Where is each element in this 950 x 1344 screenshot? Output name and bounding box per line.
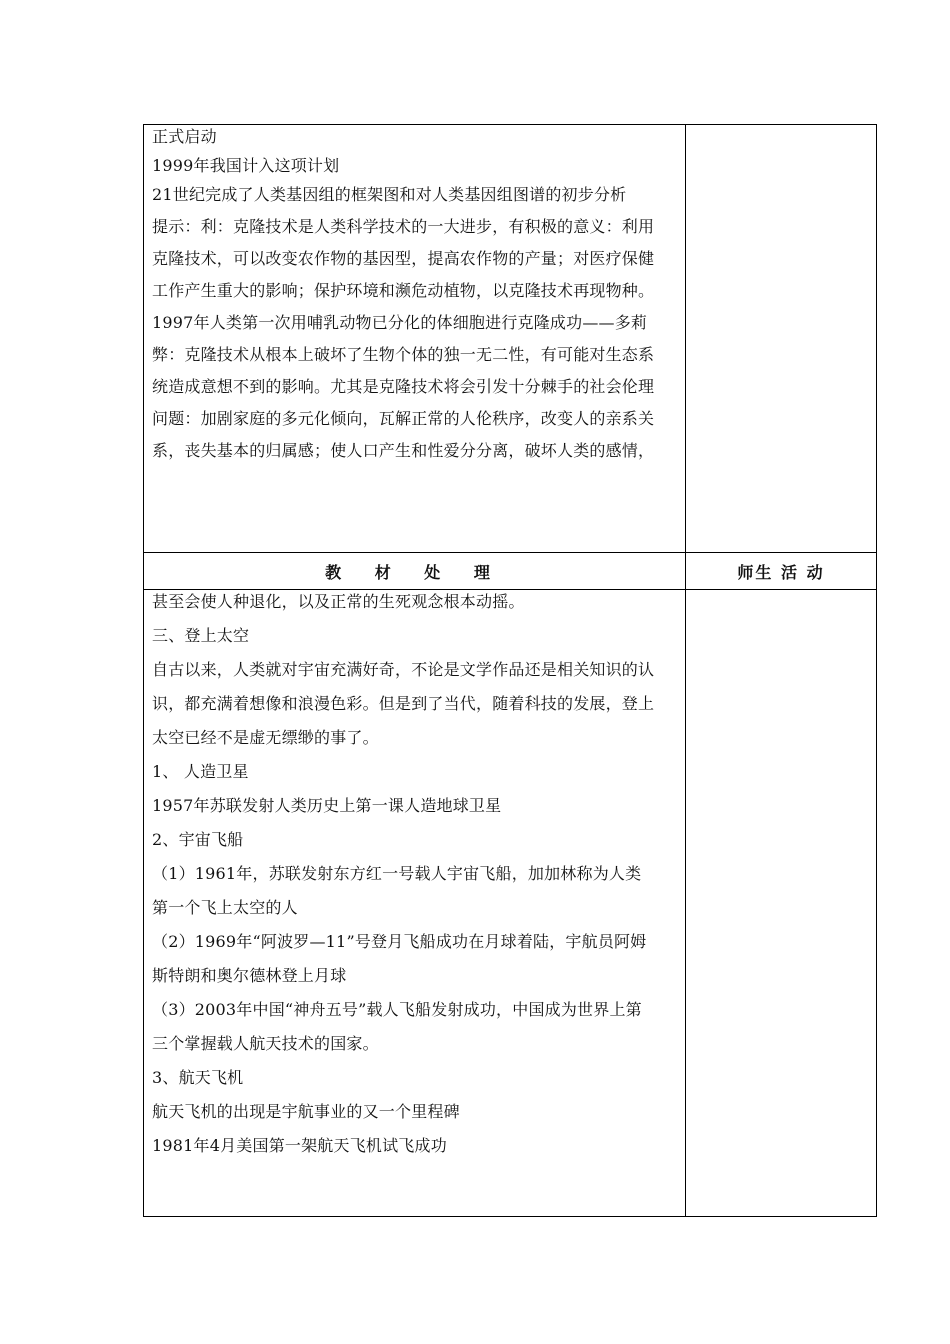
- subsection-heading: 1、 人造卫星: [152, 762, 249, 781]
- text-block-top: [144, 125, 685, 461]
- text-line: 斯特朗和奥尔德林登上月球: [152, 966, 347, 985]
- text-line: （1）1961年，苏联发射东方红一号载人宇宙飞船，加加林称为人类: [152, 864, 642, 883]
- text-line: 统造成意想不到的影响。尤其是克隆技术将会引发十分棘手的社会伦理: [152, 377, 655, 396]
- text-block-bottom: [144, 590, 685, 1156]
- text-line: 甚至会使人种退化，以及正常的生死观念根本动摇。: [152, 592, 525, 611]
- text-line: 工作产生重大的影响；保护环境和濒危动植物，以克隆技术再现物种。: [152, 281, 655, 300]
- text-line: 1999年我国计入这项计划: [152, 156, 340, 175]
- subsection-heading: 3、航天飞机: [152, 1068, 244, 1087]
- content-row-top: [144, 125, 877, 553]
- textbook-cell-bottom: [144, 590, 686, 1217]
- text-line: 太空已经不是虚无缥缈的事了。: [152, 728, 379, 747]
- text-line: 航天飞机的出现是宇航事业的又一个里程碑: [152, 1102, 460, 1121]
- text-line: 问题：加剧家庭的多元化倾向，瓦解正常的人伦秩序，改变人的亲系关: [152, 409, 655, 428]
- activity-cell-top: [686, 125, 877, 553]
- lesson-table: [143, 124, 877, 1217]
- header-teacher-student-activity: 师生 活 动: [686, 553, 877, 590]
- activity-cell-bottom: [686, 590, 877, 1217]
- text-line: 正式启动: [152, 127, 217, 146]
- text-line: 21世纪完成了人类基因组的框架图和对人类基因组图谱的初步分析: [152, 185, 627, 204]
- text-line: （2）1969年“阿波罗—11”号登月飞船成功在月球着陆，宇航员阿姆: [152, 932, 647, 951]
- header-textbook-processing: 教 材 处 理: [144, 553, 686, 590]
- text-line: 1997年人类第一次用哺乳动物已分化的体细胞进行克隆成功——多莉: [152, 313, 648, 332]
- text-line: （3）2003年中国“神舟五号”载人飞船发射成功，中国成为世界上第: [152, 1000, 642, 1019]
- text-line: 识，都充满着想像和浪漫色彩。但是到了当代，随着科技的发展，登上: [152, 694, 655, 713]
- text-line: 弊：克隆技术从根本上破坏了生物个体的独一无二性，有可能对生态系: [152, 345, 655, 364]
- text-line: 1981年4月美国第一架航天飞机试飞成功: [152, 1136, 447, 1155]
- textbook-cell-top: [144, 125, 686, 553]
- content-row-bottom: [144, 590, 877, 1217]
- text-line: 1957年苏联发射人类历史上第一课人造地球卫星: [152, 796, 502, 815]
- subsection-heading: 2、宇宙飞船: [152, 830, 244, 849]
- section-heading: 三、登上太空: [152, 626, 250, 645]
- text-line: 系，丧失基本的归属感；使人口产生和性爱分分离，破坏人类的感情，: [152, 441, 655, 460]
- header-row: [144, 553, 877, 590]
- text-line: 自古以来，人类就对宇宙充满好奇，不论是文学作品还是相关知识的认: [152, 660, 655, 679]
- text-line: 提示：利：克隆技术是人类科学技术的一大进步，有积极的意义：利用: [152, 217, 655, 236]
- text-line: 克隆技术，可以改变农作物的基因型，提高农作物的产量；对医疗保健: [152, 249, 655, 268]
- text-line: 三个掌握载人航天技术的国家。: [152, 1034, 379, 1053]
- text-line: 第一个飞上太空的人: [152, 898, 298, 917]
